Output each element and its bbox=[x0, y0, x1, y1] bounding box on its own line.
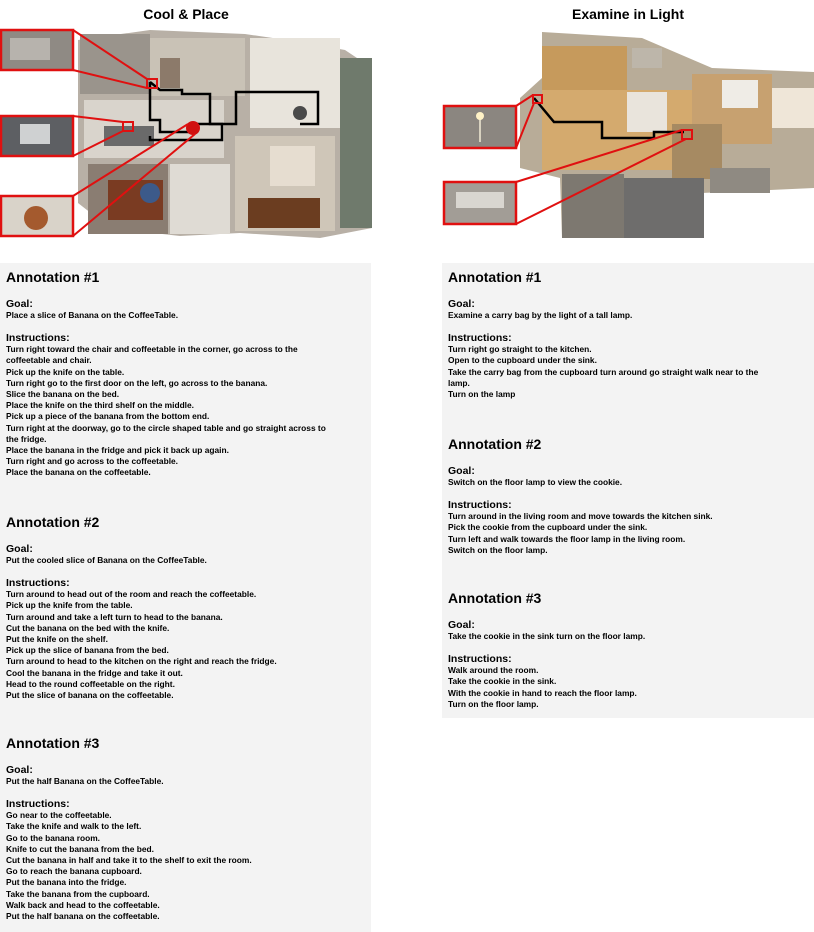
goal-text: Place a slice of Banana on the CoffeeTable. bbox=[6, 310, 179, 320]
goal-label: Goal: bbox=[448, 619, 475, 631]
title-cool-and-place: Cool & Place bbox=[143, 6, 229, 22]
instruction-line: Pick the cookie from the cupboard under the sink. bbox=[448, 522, 648, 533]
instruction-line: Place the banana in the fridge and pick it back up again. bbox=[6, 445, 229, 456]
annotations-panel-right bbox=[442, 263, 814, 718]
instruction-line: Take the cookie in the sink. bbox=[448, 676, 557, 687]
instruction-line: Put the banana into the fridge. bbox=[6, 877, 127, 888]
instruction-line: Walk around the room. bbox=[448, 665, 539, 676]
title-examine-in-light: Examine in Light bbox=[571, 6, 684, 22]
instruction-line: Walk back and head to the coffeetable. bbox=[6, 899, 160, 910]
annotation-2 bbox=[6, 514, 365, 701]
annotation-2 bbox=[448, 436, 808, 556]
instructions-list bbox=[6, 589, 365, 701]
instruction-line: Turn around in the living room and move towards the kitchen sink. bbox=[448, 511, 713, 522]
instruction-line: Turn around to head out of the room and reach the coffeetable. bbox=[6, 589, 257, 600]
instruction-line: Cut the banana in half and take it to the shelf to exit the room. bbox=[6, 855, 252, 866]
floorplan-cool-and-place bbox=[0, 28, 372, 240]
instructions-list bbox=[6, 810, 365, 922]
instruction-line: Cut the banana on the bed with the knife. bbox=[6, 622, 170, 633]
instruction-line: With the cookie in hand to reach the floor lamp. bbox=[448, 687, 637, 698]
annotation-1 bbox=[448, 269, 808, 400]
instruction-line: Turn around to head to the kitchen on the right and reach the fridge. bbox=[6, 656, 277, 667]
instruction-line: Take the knife and walk to the left. bbox=[6, 821, 142, 832]
instruction-line: Head to the round coffeetable on the right. bbox=[6, 678, 175, 689]
goal-label: Goal: bbox=[448, 298, 475, 310]
annotation-3 bbox=[448, 590, 808, 710]
annotations-panel-left bbox=[0, 263, 371, 932]
instruction-line: Switch on the floor lamp. bbox=[448, 544, 548, 555]
instruction-line: Turn right and go across to the coffeetable. bbox=[6, 456, 179, 467]
annotation-heading: Annotation #2 bbox=[448, 436, 542, 452]
goal-label: Goal: bbox=[6, 764, 33, 776]
instruction-line: Take the banana from the cupboard. bbox=[6, 888, 150, 899]
instruction-line: Pick up the knife from the table. bbox=[6, 600, 133, 611]
instructions-label: Instructions: bbox=[6, 577, 70, 590]
instruction-line: Slice the banana on the bed. bbox=[6, 389, 120, 400]
annotation-1 bbox=[6, 269, 365, 479]
instruction-line: Place the banana on the coffeetable. bbox=[6, 467, 151, 478]
floorplan-render-left bbox=[0, 28, 372, 240]
instruction-line: Pick up the slice of banana from the bed. bbox=[6, 645, 169, 656]
instructions-label: Instructions: bbox=[448, 332, 512, 345]
instruction-line: Turn around and take a left turn to head to the banana. bbox=[6, 611, 223, 622]
goal-text: Put the half Banana on the CoffeeTable. bbox=[6, 776, 164, 786]
instruction-line: Place the knife on the third shelf on the middle. bbox=[6, 400, 194, 411]
instruction-line: Put the slice of banana on the coffeetable. bbox=[6, 690, 174, 701]
goal-text: Put the cooled slice of Banana on the CoffeeTable. bbox=[6, 555, 207, 565]
instruction-line: Put the half banana on the coffeetable. bbox=[6, 911, 160, 922]
instruction-line: Turn right toward the chair and coffeetable in the corner, go across to the bbox=[6, 344, 298, 355]
goal-text: Examine a carry bag by the light of a tall lamp. bbox=[448, 310, 633, 320]
annotation-heading: Annotation #3 bbox=[448, 590, 542, 606]
instruction-line: Cool the banana in the fridge and take it out. bbox=[6, 667, 183, 678]
instructions-list bbox=[448, 511, 808, 556]
instructions-list bbox=[6, 344, 365, 478]
instruction-line: Take the carry bag from the cupboard turn around go straight walk near to the bbox=[448, 366, 759, 377]
annotation-heading: Annotation #1 bbox=[448, 269, 542, 285]
instructions-list bbox=[448, 344, 808, 400]
goal-text: Switch on the floor lamp to view the cookie. bbox=[448, 477, 623, 487]
instruction-line: Turn left and walk towards the floor lamp in the living room. bbox=[448, 533, 686, 544]
instruction-line: Open to the cupboard under the sink. bbox=[448, 355, 597, 366]
instructions-label: Instructions: bbox=[6, 798, 70, 811]
instructions-label: Instructions: bbox=[448, 653, 512, 666]
instruction-line: Turn right at the doorway, go to the circle shaped table and go straight across to bbox=[6, 422, 326, 433]
instruction-line: the fridge. bbox=[6, 433, 47, 444]
instruction-line: Go near to the coffeetable. bbox=[6, 810, 112, 821]
instruction-line: Knife to cut the banana from the bed. bbox=[6, 843, 154, 854]
instruction-line: lamp. bbox=[448, 377, 470, 388]
instruction-line: Go to reach the banana cupboard. bbox=[6, 866, 142, 877]
annotation-3 bbox=[6, 735, 365, 922]
instruction-line: Turn on the lamp bbox=[448, 389, 516, 400]
annotation-heading: Annotation #1 bbox=[6, 269, 100, 285]
floorplan-examine-in-light bbox=[442, 28, 814, 240]
instruction-line: Turn right go straight to the kitchen. bbox=[448, 344, 592, 355]
instruction-line: Pick up a piece of the banana from the bottom end. bbox=[6, 411, 210, 422]
goal-label: Goal: bbox=[448, 465, 475, 477]
instruction-line: Put the knife on the shelf. bbox=[6, 634, 108, 645]
instruction-line: Go to the banana room. bbox=[6, 832, 100, 843]
instruction-line: coffeetable and chair. bbox=[6, 355, 92, 366]
annotation-heading: Annotation #2 bbox=[6, 514, 100, 530]
instruction-line: Turn on the floor lamp. bbox=[448, 698, 539, 709]
annotation-heading: Annotation #3 bbox=[6, 735, 100, 751]
floorplan-render-right bbox=[442, 28, 814, 240]
instructions-label: Instructions: bbox=[448, 499, 512, 512]
instructions-list bbox=[448, 665, 808, 710]
goal-label: Goal: bbox=[6, 298, 33, 310]
goal-text: Take the cookie in the sink turn on the floor lamp. bbox=[448, 631, 646, 641]
goal-label: Goal: bbox=[6, 543, 33, 555]
instruction-line: Pick up the knife on the table. bbox=[6, 366, 125, 377]
instructions-label: Instructions: bbox=[6, 332, 70, 345]
instruction-line: Turn right go to the first door on the left, go across to the banana. bbox=[6, 377, 268, 388]
